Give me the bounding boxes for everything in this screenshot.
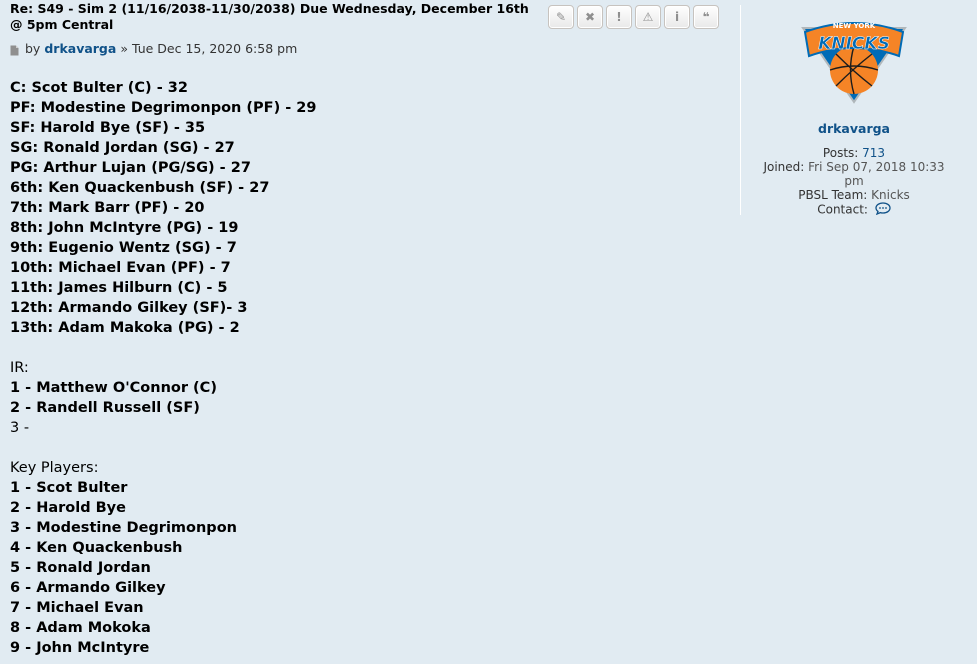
report-button[interactable] — [635, 5, 661, 29]
key-player-item: 2 - Harold Bye — [10, 500, 126, 516]
ir-label: IR: — [10, 360, 29, 376]
lineup-item: PF: Modestine Degrimonpon (PF) - 29 — [10, 100, 317, 116]
lineup-item: C: Scot Bulter (C) - 32 — [10, 80, 188, 96]
avatar-text-main: KNICKS — [818, 34, 890, 54]
key-player-item: 9 - John McIntyre — [10, 640, 150, 656]
delete-button[interactable] — [577, 5, 603, 29]
key-player-item: 5 - Ronald Jordan — [10, 560, 151, 576]
post-date: Tue Dec 15, 2020 6:58 pm — [131, 41, 298, 56]
lineup-item: SG: Ronald Jordan (SG) - 27 — [10, 140, 235, 156]
joined-label: Joined: — [763, 160, 805, 174]
key-player-item: 7 - Michael Evan — [10, 600, 144, 616]
lineup-item: 7th: Mark Barr (PF) - 20 — [10, 200, 205, 216]
ir-item: 1 - Matthew O'Connor (C) — [10, 380, 217, 396]
lineup-item: PG: Arthur Lujan (PG/SG) - 27 — [10, 160, 251, 176]
close-icon: ✖ — [584, 10, 596, 24]
profile-joined — [741, 160, 967, 188]
post-body — [10, 0, 735, 664]
key-players-list — [10, 478, 735, 658]
key-player-item: 4 - Ken Quackenbush — [10, 540, 183, 556]
posts-label: Posts: — [822, 146, 859, 160]
post-title[interactable]: Re: S49 - Sim 2 (11/16/2038-11/30/2038) Due Wednesday, December 16th @ 5pm Central — [10, 1, 529, 32]
lineup-item: 11th: James Hilburn (C) - 5 — [10, 280, 228, 296]
contact-label: Contact: — [817, 202, 868, 217]
info-icon: i — [674, 10, 680, 24]
profile-team — [741, 188, 967, 202]
post-file-icon[interactable] — [10, 44, 19, 55]
team-value: Knicks — [871, 188, 910, 202]
post-author-link[interactable]: drkavarga — [44, 41, 117, 56]
post-action-buttons — [548, 5, 719, 29]
posts-count-link[interactable]: 713 — [862, 146, 886, 160]
lineup-list — [10, 78, 735, 338]
key-players-label: Key Players: — [10, 460, 99, 476]
ir-item: 2 - Randell Russell (SF) — [10, 400, 200, 416]
ir-item: 3 - — [10, 420, 30, 436]
exclamation-icon: ! — [616, 10, 622, 24]
avatar-text-top: NEW YORK — [832, 22, 876, 30]
profile-contact — [741, 202, 967, 218]
post-meta — [10, 41, 735, 57]
edit-button[interactable] — [548, 5, 574, 29]
lineup-item: 12th: Armando Gilkey (SF)- 3 — [10, 300, 248, 316]
post-profile — [740, 5, 967, 215]
key-player-item: 6 - Armando Gilkey — [10, 580, 166, 596]
lineup-item: 9th: Eugenio Wentz (SG) - 7 — [10, 240, 237, 256]
pencil-icon: ✎ — [555, 10, 567, 24]
key-player-item: 8 - Adam Mokoka — [10, 620, 151, 636]
lineup-item: 8th: John McIntyre (PG) - 19 — [10, 220, 239, 236]
team-label: PBSL Team: — [798, 188, 868, 202]
profile-username[interactable]: drkavarga — [818, 121, 890, 136]
lineup-item: 10th: Michael Evan (PF) - 7 — [10, 260, 231, 276]
ir-list — [10, 378, 735, 438]
quote-icon: ❝ — [702, 10, 710, 24]
post-date-separator: » — [120, 41, 128, 56]
info-button[interactable] — [664, 5, 690, 29]
speech-bubble-icon[interactable] — [875, 202, 891, 218]
key-player-item: 1 - Scot Bulter — [10, 480, 128, 496]
warn-button[interactable] — [606, 5, 632, 29]
quote-button[interactable] — [693, 5, 719, 29]
joined-value: Fri Sep 07, 2018 10:33 pm — [808, 160, 945, 188]
warning-icon: ⚠ — [642, 10, 654, 24]
profile-posts — [741, 146, 967, 160]
lineup-item: 6th: Ken Quackenbush (SF) - 27 — [10, 180, 270, 196]
knicks-logo-avatar[interactable] — [799, 10, 909, 105]
post-content — [10, 78, 735, 658]
lineup-item: 13th: Adam Makoka (PG) - 2 — [10, 320, 240, 336]
post-by-label: by — [25, 41, 41, 56]
lineup-item: SF: Harold Bye (SF) - 35 — [10, 120, 206, 136]
key-player-item: 3 - Modestine Degrimonpon — [10, 520, 237, 536]
